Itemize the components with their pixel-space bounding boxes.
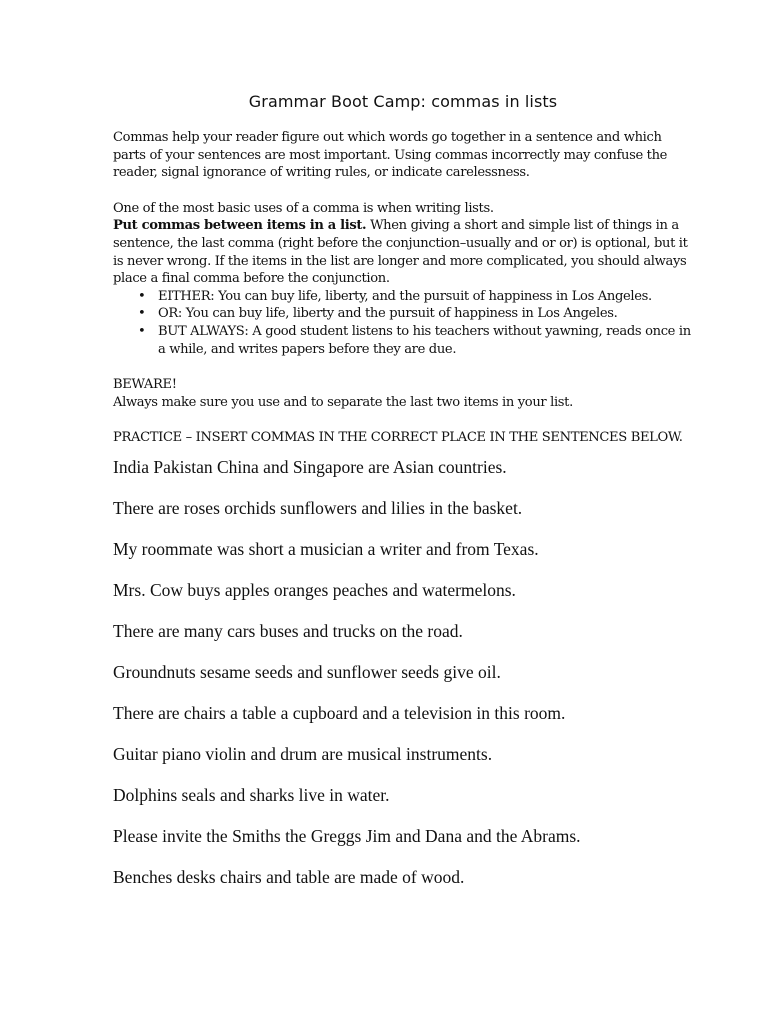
practice-sentence: India Pakistan China and Singapore are Asian countries. [113, 456, 507, 477]
practice-sentence: There are chairs a table a cupboard and a television in this room. [113, 702, 566, 723]
beware-heading: BEWARE! [113, 377, 177, 393]
practice-sentence: There are roses orchids sunflowers and lilies in the basket. [113, 497, 523, 518]
practice-sentence: Benches desks chairs and table are made of wood. [113, 866, 465, 887]
practice-sentence: Mrs. Cow buys apples oranges peaches and watermelons. [113, 579, 516, 600]
example-text: EITHER: You can buy life, liberty, and the pursuit of happiness in Los Angeles. [158, 288, 652, 304]
bullet-icon: • [138, 306, 146, 322]
intro-paragraph: Commas help your reader figure out which words go together in a sentence and which parts of your sentences are most important. Using commas incorrectly may confuse the reader, signal ignorance of writing rules, or indicate carelessness. [113, 130, 668, 181]
paragraph-spacer [113, 411, 693, 429]
example-item [138, 305, 693, 323]
practice-sentence-list [113, 457, 693, 887]
example-item [138, 288, 693, 306]
basic-use-line: One of the most basic uses of a comma is when writing lists. [113, 200, 494, 216]
practice-sentence: There are many cars buses and trucks on the road. [113, 620, 463, 641]
paragraph-spacer [113, 358, 693, 376]
document-page [113, 92, 693, 908]
practice-sentence: Please invite the Smiths the Greggs Jim and Dana and the Abrams. [113, 825, 581, 846]
document-title: Grammar Boot Camp: commas in lists [248, 92, 558, 111]
practice-sentence: My roommate was short a musician a writer and from Texas. [113, 538, 539, 559]
paragraph-spacer [113, 182, 693, 200]
example-text: BUT ALWAYS: A good student listens to his teachers without yawning, reads once in a while, and writes papers before they are due. [158, 323, 691, 357]
beware-text: Always make sure you use and to separate the last two items in your list. [113, 394, 573, 410]
practice-sentence: Guitar piano violin and drum are musical instruments. [113, 743, 493, 764]
rule-lead: Put commas between items in a list. [113, 218, 367, 234]
practice-sentence: Groundnuts sesame seeds and sunflower seeds give oil. [113, 661, 501, 682]
example-item [138, 323, 693, 358]
example-list [113, 288, 693, 358]
practice-sentence: Dolphins seals and sharks live in water. [113, 784, 390, 805]
rule-paragraph [113, 217, 693, 287]
bullet-icon: • [138, 288, 146, 304]
bullet-icon: • [138, 323, 146, 339]
rule-body: When giving a short and simple list of things in a sentence, the last comma (right before the conjunction–usually and or or) is optional, but it is never wrong. If the items in the list are longer and more complicated, you should always place a final comma before the conjunction. [113, 218, 688, 287]
practice-heading: PRACTICE – INSERT COMMAS IN THE CORRECT PLACE IN THE SENTENCES BELOW. [113, 430, 683, 446]
example-text: OR: You can buy life, liberty and the pursuit of happiness in Los Angeles. [158, 306, 618, 322]
